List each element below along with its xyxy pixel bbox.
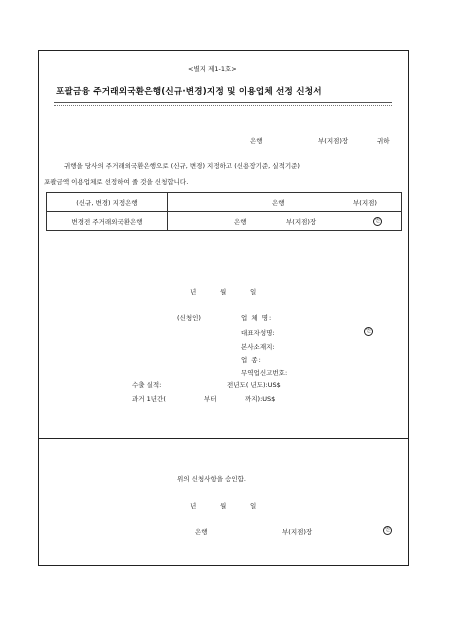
body-line-1: 귀행을 당사의 주거래외국환은행으로 (신규, 변경) 지정하고 (신용장기준, 실적기준): [64, 162, 300, 170]
applicant-business: 업 종:: [241, 356, 262, 364]
export-past-from: 부터: [204, 395, 217, 403]
title-underline: [54, 102, 392, 103]
export-prev-year: 전년도( 년도):US$: [227, 381, 281, 389]
export-label: 수출 실적:: [132, 381, 162, 389]
export-past-to: 까지):US$: [245, 395, 276, 403]
approval-branch: 부(지점)장: [282, 528, 313, 536]
applicant-label: (신청인): [177, 314, 201, 322]
row2-bank: 은행: [234, 218, 247, 226]
row2-label: 변경전 주거래외국환은행: [47, 212, 168, 231]
approval-date-day: 일: [250, 502, 257, 510]
row2-value: [168, 212, 402, 231]
applicant-seal: 인: [364, 327, 373, 336]
row2-seal: 인: [373, 217, 382, 226]
row1-label: (신규, 변경) 지정은행: [47, 193, 168, 212]
table-row: [47, 193, 402, 212]
row2-branch: 부(지점)장: [286, 218, 317, 226]
body-line-2: 포괄금액 이용업체로 선정하여 줄 것을 신청합니다.: [44, 178, 189, 186]
form-number: <별지 제1-1호>: [188, 65, 237, 73]
row1-bank: 은행: [272, 199, 285, 207]
addressee-bank: 은행: [250, 137, 263, 145]
row1-branch: 부(지점): [353, 199, 377, 207]
applicant-trade-no: 무역업신고번호:: [241, 369, 288, 377]
applicant-company: 업 체 명:: [241, 314, 273, 322]
approval-seal: 인: [383, 526, 392, 535]
date-year: 년: [190, 288, 197, 296]
approval-bank: 은행: [195, 528, 208, 536]
addressee-suffix: 귀하: [377, 137, 390, 145]
table-row: [47, 212, 402, 231]
form-title: 포괄금융 주거래외국환은행(신규·변경)지정 및 이용업체 선정 신청서: [56, 87, 322, 97]
approval-date-year: 년: [190, 502, 197, 510]
date-month: 월: [220, 288, 227, 296]
approval-date-month: 월: [220, 502, 227, 510]
applicant-address: 본사소재지:: [241, 343, 275, 351]
title-underline-2: [54, 105, 392, 106]
approval-separator: [38, 438, 409, 439]
applicant-ceo: 대표자성명:: [241, 329, 275, 337]
addressee-branch: 부(지점)장: [318, 137, 349, 145]
date-day: 일: [250, 288, 257, 296]
approval-text: 위의 신청사항을 승인함.: [177, 475, 246, 483]
form-frame: [38, 50, 409, 566]
row1-value: [168, 193, 402, 212]
bank-table: [46, 192, 402, 231]
export-past-label: 과거 1년간(: [132, 395, 166, 403]
